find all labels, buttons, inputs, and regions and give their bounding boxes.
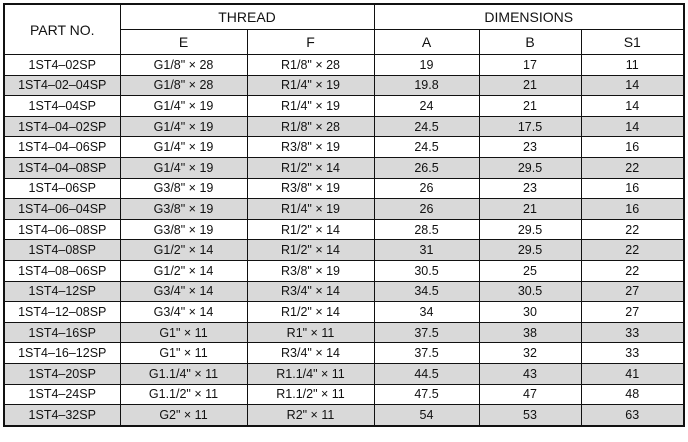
cell-part-no: 1ST4–04SP [4, 96, 120, 117]
table-row [4, 281, 684, 302]
cell-dim-b: 29.5 [479, 240, 581, 261]
cell-dim-a: 24 [374, 96, 479, 117]
cell-part-no: 1ST4–16–12SP [4, 343, 120, 364]
cell-part-no: 1ST4–02–04SP [4, 75, 120, 96]
cell-dim-a: 44.5 [374, 363, 479, 384]
cell-dim-b: 21 [479, 199, 581, 220]
table-row [4, 137, 684, 158]
cell-thread-e: G3/8" × 19 [120, 178, 247, 199]
table-row [4, 157, 684, 178]
cell-dim-s1: 16 [581, 178, 684, 199]
cell-dim-b: 17 [479, 55, 581, 76]
fitting-spec-table [3, 3, 685, 427]
cell-thread-e: G1/8" × 28 [120, 55, 247, 76]
table-row [4, 343, 684, 364]
cell-part-no: 1ST4–08–06SP [4, 260, 120, 281]
header-col-f: F [247, 30, 374, 55]
cell-part-no: 1ST4–06SP [4, 178, 120, 199]
cell-dim-s1: 27 [581, 281, 684, 302]
header-dimensions: DIMENSIONS [374, 4, 684, 30]
table-row [4, 322, 684, 343]
cell-dim-b: 23 [479, 178, 581, 199]
cell-thread-e: G1.1/2" × 11 [120, 384, 247, 405]
cell-dim-a: 31 [374, 240, 479, 261]
cell-part-no: 1ST4–32SP [4, 405, 120, 426]
table-row [4, 96, 684, 117]
cell-thread-e: G2" × 11 [120, 405, 247, 426]
table-row [4, 75, 684, 96]
header-col-a: A [374, 30, 479, 55]
cell-dim-b: 29.5 [479, 219, 581, 240]
cell-thread-e: G3/8" × 19 [120, 219, 247, 240]
table-row [4, 260, 684, 281]
cell-dim-a: 26 [374, 178, 479, 199]
cell-dim-s1: 33 [581, 322, 684, 343]
cell-thread-f: R3/8" × 19 [247, 137, 374, 158]
cell-thread-e: G1" × 11 [120, 343, 247, 364]
cell-thread-f: R3/8" × 19 [247, 178, 374, 199]
cell-thread-f: R1/8" × 28 [247, 116, 374, 137]
header-col-s1: S1 [581, 30, 684, 55]
cell-dim-s1: 14 [581, 116, 684, 137]
cell-dim-b: 53 [479, 405, 581, 426]
table-row [4, 55, 684, 76]
cell-part-no: 1ST4–06–08SP [4, 219, 120, 240]
cell-thread-f: R1/8" × 28 [247, 55, 374, 76]
cell-thread-e: G1.1/4" × 11 [120, 363, 247, 384]
table-row [4, 302, 684, 323]
cell-dim-a: 19 [374, 55, 479, 76]
cell-dim-a: 24.5 [374, 137, 479, 158]
cell-thread-e: G3/8" × 19 [120, 199, 247, 220]
cell-thread-e: G3/4" × 14 [120, 302, 247, 323]
cell-part-no: 1ST4–16SP [4, 322, 120, 343]
cell-dim-a: 30.5 [374, 260, 479, 281]
cell-thread-f: R3/4" × 14 [247, 281, 374, 302]
table-row [4, 219, 684, 240]
cell-dim-b: 30 [479, 302, 581, 323]
cell-part-no: 1ST4–24SP [4, 384, 120, 405]
cell-thread-f: R1/2" × 14 [247, 157, 374, 178]
cell-thread-f: R1" × 11 [247, 322, 374, 343]
table-row [4, 384, 684, 405]
header-thread: THREAD [120, 4, 374, 30]
cell-thread-f: R3/8" × 19 [247, 260, 374, 281]
cell-thread-e: G1/4" × 19 [120, 116, 247, 137]
cell-dim-a: 34.5 [374, 281, 479, 302]
cell-thread-f: R1/4" × 19 [247, 96, 374, 117]
table-body [4, 55, 684, 426]
cell-part-no: 1ST4–12SP [4, 281, 120, 302]
cell-dim-s1: 48 [581, 384, 684, 405]
cell-dim-a: 26 [374, 199, 479, 220]
cell-thread-f: R1/4" × 19 [247, 199, 374, 220]
cell-thread-f: R1.1/4" × 11 [247, 363, 374, 384]
cell-dim-a: 28.5 [374, 219, 479, 240]
table-row [4, 363, 684, 384]
cell-part-no: 1ST4–06–04SP [4, 199, 120, 220]
cell-dim-s1: 22 [581, 260, 684, 281]
table-row [4, 240, 684, 261]
table-row [4, 199, 684, 220]
cell-dim-a: 24.5 [374, 116, 479, 137]
cell-thread-f: R1/2" × 14 [247, 302, 374, 323]
cell-thread-e: G1" × 11 [120, 322, 247, 343]
header-col-b: B [479, 30, 581, 55]
cell-dim-a: 19.8 [374, 75, 479, 96]
cell-thread-f: R1/2" × 14 [247, 219, 374, 240]
cell-dim-b: 23 [479, 137, 581, 158]
cell-thread-e: G1/4" × 19 [120, 137, 247, 158]
cell-dim-b: 30.5 [479, 281, 581, 302]
cell-dim-b: 21 [479, 96, 581, 117]
cell-dim-b: 29.5 [479, 157, 581, 178]
cell-dim-s1: 11 [581, 55, 684, 76]
cell-dim-a: 34 [374, 302, 479, 323]
cell-dim-s1: 22 [581, 240, 684, 261]
cell-dim-s1: 14 [581, 75, 684, 96]
table-row [4, 116, 684, 137]
cell-dim-s1: 22 [581, 157, 684, 178]
cell-dim-s1: 33 [581, 343, 684, 364]
cell-thread-f: R1.1/2" × 11 [247, 384, 374, 405]
cell-dim-b: 43 [479, 363, 581, 384]
cell-part-no: 1ST4–04–02SP [4, 116, 120, 137]
header-part-no: PART NO. [4, 4, 120, 55]
cell-thread-e: G1/2" × 14 [120, 240, 247, 261]
cell-thread-e: G1/2" × 14 [120, 260, 247, 281]
cell-dim-b: 17.5 [479, 116, 581, 137]
cell-dim-b: 47 [479, 384, 581, 405]
cell-dim-s1: 16 [581, 137, 684, 158]
cell-dim-b: 32 [479, 343, 581, 364]
table-row [4, 405, 684, 426]
cell-dim-b: 38 [479, 322, 581, 343]
cell-thread-e: G3/4" × 14 [120, 281, 247, 302]
cell-dim-b: 25 [479, 260, 581, 281]
cell-dim-s1: 22 [581, 219, 684, 240]
cell-thread-f: R3/4" × 14 [247, 343, 374, 364]
cell-part-no: 1ST4–04–06SP [4, 137, 120, 158]
cell-dim-s1: 27 [581, 302, 684, 323]
cell-thread-e: G1/8" × 28 [120, 75, 247, 96]
cell-thread-f: R2" × 11 [247, 405, 374, 426]
cell-part-no: 1ST4–02SP [4, 55, 120, 76]
cell-part-no: 1ST4–08SP [4, 240, 120, 261]
cell-dim-a: 37.5 [374, 322, 479, 343]
cell-part-no: 1ST4–04–08SP [4, 157, 120, 178]
table-row [4, 178, 684, 199]
cell-thread-e: G1/4" × 19 [120, 96, 247, 117]
cell-dim-s1: 63 [581, 405, 684, 426]
cell-dim-s1: 41 [581, 363, 684, 384]
header-group-row [4, 4, 684, 30]
cell-dim-a: 54 [374, 405, 479, 426]
cell-dim-b: 21 [479, 75, 581, 96]
header-col-e: E [120, 30, 247, 55]
cell-dim-s1: 16 [581, 199, 684, 220]
cell-thread-e: G1/4" × 19 [120, 157, 247, 178]
cell-dim-a: 47.5 [374, 384, 479, 405]
cell-dim-a: 37.5 [374, 343, 479, 364]
cell-part-no: 1ST4–12–08SP [4, 302, 120, 323]
cell-dim-s1: 14 [581, 96, 684, 117]
cell-dim-a: 26.5 [374, 157, 479, 178]
cell-thread-f: R1/2" × 14 [247, 240, 374, 261]
cell-part-no: 1ST4–20SP [4, 363, 120, 384]
cell-thread-f: R1/4" × 19 [247, 75, 374, 96]
